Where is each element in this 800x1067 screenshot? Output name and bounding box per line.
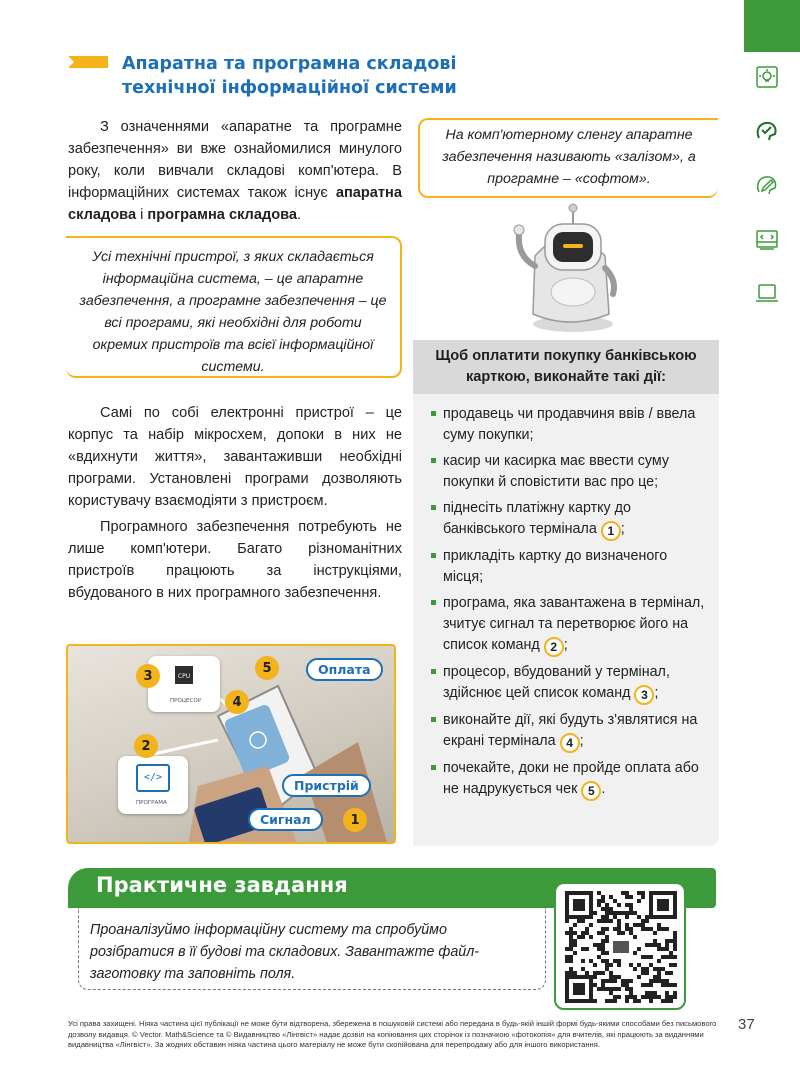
step-item: [431, 662, 709, 705]
label-payment: Оплата: [306, 658, 383, 681]
code-symbol-icon: </>: [136, 764, 170, 792]
label-device: Пристрій: [282, 774, 371, 797]
panel-header: Щоб оплатити покупку банківською карткою, виконайте такі дії:: [413, 340, 719, 394]
cpu-chip-text: CPU: [177, 673, 191, 680]
step-number-badge: 2: [544, 637, 564, 657]
software-term: програмна складова: [147, 207, 298, 223]
processor-card: [148, 656, 220, 712]
steps-list: [413, 394, 719, 801]
step-punctuation: ;: [563, 637, 568, 653]
photo-num-1: 1: [343, 808, 367, 832]
intro-paragraph: [68, 116, 402, 226]
step-number-badge: 1: [601, 521, 621, 541]
step-text: прикладіть картку до визначеного місця;: [443, 548, 668, 585]
heading-line-1: Апаратна та програмна складові: [122, 54, 457, 74]
photo-num-4: 4: [225, 690, 249, 714]
section-heading: [122, 52, 522, 100]
brain-pencil-icon: [752, 168, 782, 202]
cpu-chip-icon: [171, 662, 197, 688]
copyright-footer: Усі права захищені. Ніяка частина цієї публікації не може бути відтворена, збережена в пошуковій системі або передана в будь-якій іншій формі будь-якими способами без письмового дозволу видавця. © Vector. Math&Science та © Видавництво «Лінгвіст» надає дозвіл на копіювання цих сторінок із позначкою «фотокопія» для вчителів, які працюють за виданнями видавництва «Лінгвіст». За жодних обставин ніяка частина цього матеріалу не може бути скопійована для перепродажу або для іншого використання.: [68, 1019, 717, 1049]
hardware-term: апаратна складова: [68, 185, 402, 223]
lightbulb-icon: [752, 60, 782, 94]
step-text: виконайте дії, які будуть з'являтися на екрані термінала: [443, 712, 698, 749]
paragraph-devices: [68, 402, 402, 512]
photo-num-5: 5: [255, 656, 279, 680]
step-number-badge: 4: [560, 733, 580, 753]
practical-task-title: Практичне завдання: [96, 873, 348, 897]
step-text: продавець чи продавчиня ввів / ввела суму покупки;: [443, 406, 696, 443]
heading-line-2: технічної інформаційної системи: [122, 78, 457, 98]
step-number-badge: 3: [634, 685, 654, 705]
step-item: [431, 498, 709, 541]
payment-steps-panel: [413, 340, 719, 846]
intro-conjunction: і: [136, 207, 148, 223]
title-marker-icon: [68, 56, 108, 68]
code-window-icon: [752, 222, 782, 256]
photo-num-3: 3: [136, 664, 160, 688]
qr-code-icon: [564, 890, 678, 1004]
processor-caption: ПРОЦЕСОР: [170, 698, 202, 704]
chapter-tab: [744, 0, 800, 52]
payment-terminal-photo: [66, 644, 396, 844]
step-text: почекайте, доки не пройде оплата або не надрукується чек: [443, 760, 699, 797]
step-item: [431, 546, 709, 588]
practical-task-text: Проаналізуймо інформаційну систему та спробуймо розібратися в її будові та складових. Завантажте файл-заготовку та заповніть поля.: [90, 922, 480, 982]
step-punctuation: ;: [654, 685, 659, 701]
step-item: [431, 404, 709, 446]
step-punctuation: .: [601, 781, 606, 797]
qr-code[interactable]: [554, 882, 686, 1010]
program-card: [118, 756, 188, 814]
intro-end: .: [297, 207, 302, 223]
step-text: процесор, вбудований у термінал, здійснює цей список команд: [443, 664, 670, 701]
definition-callout: [66, 236, 402, 378]
page-number: 37: [738, 1016, 755, 1033]
photo-num-2: 2: [134, 734, 158, 758]
step-item: [431, 710, 709, 753]
label-signal: Сигнал: [248, 808, 323, 831]
step-text: касир чи касирка має ввести суму покупки й сповістити вас про це;: [443, 453, 670, 490]
robot-mascot-icon: [505, 196, 635, 336]
slang-text: На комп'ютерному сленгу апаратне забезпечення називають «залізом», а програмне – «софтом».: [442, 127, 696, 187]
step-punctuation: ;: [620, 521, 625, 537]
paragraph-software: [68, 516, 402, 604]
brain-check-icon: [752, 114, 782, 148]
step-item: [431, 758, 709, 801]
laptop-icon: [752, 276, 782, 310]
side-icon-bar: [752, 60, 782, 330]
slang-callout: [418, 118, 718, 198]
step-text: програма, яка завантажена в термінал, зчитує сигнал та перетворює його на список команд: [443, 595, 705, 653]
program-caption: ПРОГРАМА: [136, 800, 167, 806]
step-item: [431, 451, 709, 493]
paragraph-devices-text: Самі по собі електронні пристрої – це корпус та набір мікросхем, допоки в них не «вдихнути життя», завантаживши необхідні програми. Установлені програми дозволяють користувачу взаємодіяти з пристроєм.: [68, 405, 402, 509]
step-number-badge: 5: [581, 781, 601, 801]
step-punctuation: ;: [579, 733, 584, 749]
paragraph-software-text: Програмного забезпечення потребують не лише комп'ютери. Багато різноманітних пристроїв працюють за інструкціями, вбудованого в них програмного забезпечення.: [68, 519, 402, 601]
step-item: [431, 593, 709, 657]
definition-text: Усі технічні пристрої, з яких складається інформаційна система, – це апаратне забезпечення, а програмне забезпечення – це всі програми, які необхідні для роботи окремих пристроїв та всієї інформаційної системи.: [79, 249, 387, 375]
intro-text: З означеннями «апаратне та програмне забезпечення» ви вже ознайомилися минулого року, коли вивчали складові комп'ютера. В інформаційних системах також існує: [68, 119, 402, 201]
step-text: піднесіть платіжну картку до банківського термінала: [443, 500, 631, 537]
